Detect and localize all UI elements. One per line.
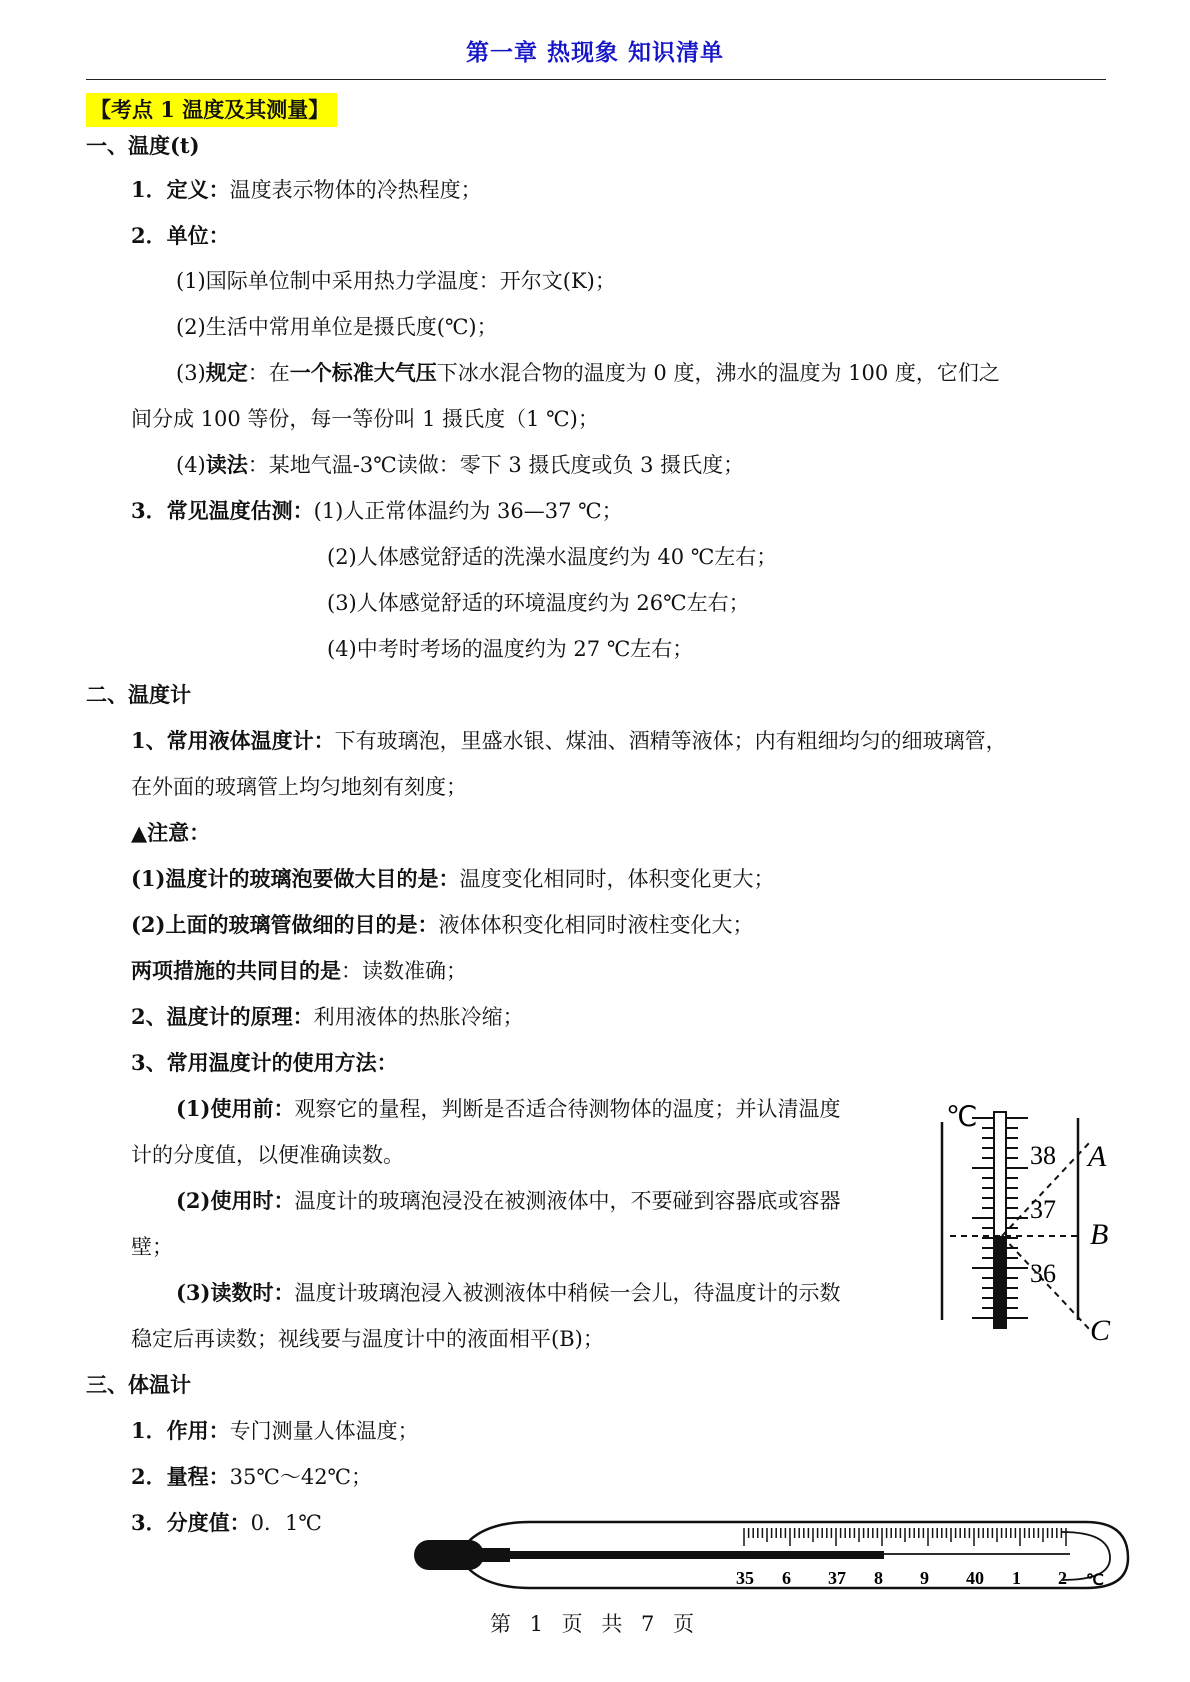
clinical-range-line [131, 1462, 372, 1492]
clinical-division-text: 0．1℃ [250, 1511, 322, 1535]
page-footer: 第 1 页 共 7 页 [489, 1612, 701, 1636]
section-2-heading: 二、温度计 [86, 682, 191, 707]
note-2-label: (2)上面的玻璃管做细的目的是： [131, 912, 439, 937]
definition-line [131, 175, 482, 205]
mercury-column [510, 1551, 884, 1559]
unit-item-4-label: 读法 [205, 452, 248, 477]
definition-text: 温度表示物体的冷热程度； [229, 178, 482, 202]
scale-label: 8 [874, 1568, 883, 1588]
usage-during-label: (2)使用时： [176, 1188, 295, 1213]
usage-reading-label: (3)读数时： [176, 1280, 295, 1305]
note-2 [131, 910, 753, 940]
note-3-label: 两项措施的共同目的是 [131, 958, 341, 983]
mercury-bulb [414, 1540, 484, 1570]
clinical-division-line [131, 1508, 322, 1538]
scale-label: 40 [966, 1568, 984, 1588]
clinical-range-text: 35℃～42℃； [229, 1465, 373, 1489]
unit-item-3-continuation: 间分成 100 等份，每一等份叫 1 摄氏度（1 ℃)； [131, 407, 599, 431]
usage-label: 3、常用温度计的使用方法： [131, 1050, 398, 1075]
scale-unit-label: ℃ [1086, 1572, 1104, 1589]
scale-label: 6 [782, 1568, 791, 1588]
scale-label: 2 [1058, 1568, 1067, 1588]
unit-item-3-rest: 下冰水混合物的温度为 0 度，沸水的温度为 100 度，它们之 [436, 361, 1000, 385]
usage-before-continuation: 计的分度值，以便准确读数。 [131, 1143, 404, 1167]
header-divider [86, 79, 1106, 80]
usage-before [176, 1094, 840, 1124]
definition-label: 1．定义： [131, 177, 230, 202]
unit-item-4 [176, 450, 744, 480]
scale-label: 37 [828, 1568, 846, 1588]
estimate-item-3: (3)人体感觉舒适的环境温度约为 26℃左右； [327, 591, 750, 615]
note-3-text: ：读数准确； [341, 959, 467, 983]
estimate-line-1 [131, 496, 623, 526]
estimate-item-4: (4)中考时考场的温度约为 27 ℃左右； [327, 637, 694, 661]
clinical-thermometer-figure [410, 1510, 1140, 1592]
tick-label-37: 37 [1030, 1195, 1056, 1224]
clinical-range-label: 2．量程： [131, 1464, 230, 1489]
note-label: ▲注意： [131, 820, 211, 845]
note-3 [131, 956, 467, 986]
usage-during [176, 1186, 840, 1216]
liquid-thermometer-text: 下有玻璃泡，里盛水银、煤油、酒精等液体；内有粗细均匀的细玻璃管， [334, 729, 1007, 753]
liquid-thermometer-line [131, 726, 1007, 756]
clinical-use-line [131, 1416, 419, 1446]
page-header-title: 第一章 热现象 知识清单 [465, 39, 724, 66]
kaodian-highlight-title: 【考点 1 温度及其测量】 [86, 93, 337, 127]
unit-label: 2．单位： [131, 223, 230, 248]
unit-item-2: (2)生活中常用单位是摄氏度(℃)； [176, 315, 498, 339]
liquid-thermometer-label: 1、常用液体温度计： [131, 728, 335, 753]
principle-line [131, 1002, 524, 1032]
scale-label: 9 [920, 1568, 929, 1588]
liquid-column [994, 1236, 1006, 1328]
scale-label: 1 [1012, 1568, 1021, 1588]
unit-item-3-label: 规定 [205, 360, 248, 385]
usage-reading-text: 温度计玻璃泡浸入被测液体中稍候一会儿，待温度计的示数 [294, 1281, 841, 1305]
view-label-a: A [1088, 1140, 1107, 1173]
estimate-item-1: (1)人正常体温约为 36—37 ℃； [313, 499, 623, 523]
unit-item-4-rest: ：某地气温-3℃读做：零下 3 摄氏度或负 3 摄氏度； [247, 453, 745, 477]
unit-item-3-colon: ：在 [247, 361, 290, 385]
unit-item-1: (1)国际单位制中采用热力学温度：开尔文(K)； [176, 269, 616, 293]
section-3-heading: 三、体温计 [86, 1372, 191, 1397]
usage-during-continuation: 壁； [131, 1235, 173, 1259]
usage-before-label: (1)使用前： [176, 1096, 295, 1121]
usage-reading-continuation: 稳定后再读数；视线要与温度计中的液面相平(B)； [131, 1327, 604, 1351]
tick-label-38: 38 [1030, 1141, 1056, 1170]
tick-label-36: 36 [1030, 1259, 1056, 1288]
scale-label: 35 [736, 1568, 754, 1588]
note-1-label: (1)温度计的玻璃泡要做大目的是： [131, 866, 460, 891]
usage-during-text: 温度计的玻璃泡浸没在被测液体中，不要碰到容器底或容器 [294, 1189, 841, 1213]
principle-text: 利用液体的热胀冷缩； [313, 1005, 524, 1029]
thermometer-reading-figure [930, 1098, 1160, 1354]
view-label-c: C [1090, 1314, 1111, 1347]
unit-item-3 [176, 358, 1000, 388]
principle-label: 2、温度计的原理： [131, 1004, 314, 1029]
bulb-neck [480, 1548, 510, 1562]
estimate-item-2: (2)人体感觉舒适的洗澡水温度约为 40 ℃左右； [327, 545, 778, 569]
section-1-heading: 一、温度(t) [86, 133, 200, 158]
clinical-use-label: 1．作用： [131, 1418, 230, 1443]
liquid-thermometer-continuation: 在外面的玻璃管上均匀地刻有刻度； [131, 775, 467, 799]
clinical-use-text: 专门测量人体温度； [229, 1419, 419, 1443]
usage-before-text: 观察它的量程，判断是否适合待测物体的温度；并认清温度 [294, 1097, 841, 1121]
unit-item-4-prefix: (4) [176, 453, 206, 477]
usage-reading [176, 1278, 840, 1308]
estimate-label: 3．常见温度估测： [131, 498, 314, 523]
view-label-b: B [1090, 1218, 1109, 1251]
clinical-division-label: 3．分度值： [131, 1510, 251, 1535]
note-2-text: 液体体积变化相同时液柱变化大； [438, 913, 754, 937]
unit-item-3-bold: 一个标准大气压 [289, 360, 437, 385]
unit-item-3-prefix: (3) [176, 361, 206, 385]
note-1 [131, 864, 774, 894]
note-1-text: 温度变化相同时，体积变化更大； [459, 867, 775, 891]
figure1-unit-label: ℃ [946, 1102, 978, 1133]
